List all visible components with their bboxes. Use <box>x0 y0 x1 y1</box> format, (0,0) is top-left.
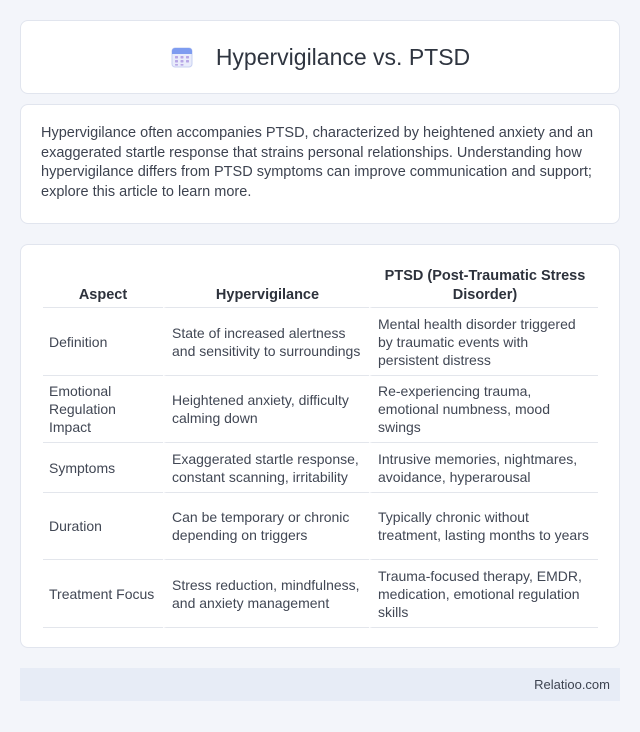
intro-paragraph: Hypervigilance often accompanies PTSD, characterized by heightened anxiety and an exaggerated startle response that strains personal relationships. Understanding how hypervigilance differs from PTSD symptoms can improve communication and support; explore this article to learn more. <box>41 125 594 200</box>
table-row <box>43 308 598 376</box>
row-aspect: Duration <box>43 493 163 560</box>
table-row <box>43 560 598 628</box>
row-aspect: Symptoms <box>43 443 163 493</box>
header-ptsd: PTSD (Post-Traumatic Stress Disorder) <box>369 259 598 308</box>
table-header-row <box>43 259 598 308</box>
table-row <box>43 493 598 560</box>
row-hypervigilance: Heightened anxiety, difficulty calming down <box>163 376 369 443</box>
row-hypervigilance: Exaggerated startle response, constant scanning, irritability <box>163 443 369 493</box>
row-hypervigilance: State of increased alertness and sensitivity to surroundings <box>163 308 369 376</box>
table-row <box>43 376 598 443</box>
row-hypervigilance: Stress reduction, mindfulness, and anxiety management <box>163 560 369 628</box>
row-ptsd: Intrusive memories, nightmares, avoidance, hyperarousal <box>369 443 598 493</box>
calendar-icon <box>170 45 194 69</box>
row-ptsd: Trauma-focused therapy, EMDR, medication, emotional regulation skills <box>369 560 598 628</box>
title-card <box>20 20 620 94</box>
row-aspect: Treatment Focus <box>43 560 163 628</box>
header-hypervigilance: Hypervigilance <box>163 259 369 308</box>
comparison-table <box>43 259 598 628</box>
row-aspect: Emotional Regulation Impact <box>43 376 163 443</box>
page-title: Hypervigilance vs. PTSD <box>215 43 471 70</box>
row-aspect: Definition <box>43 308 163 376</box>
footer-brand: Relatioo.com <box>534 677 610 692</box>
intro-card <box>20 104 620 224</box>
row-hypervigilance: Can be temporary or chronic depending on triggers <box>163 493 369 560</box>
table-row <box>43 443 598 493</box>
row-ptsd: Typically chronic without treatment, lasting months to years <box>369 493 598 560</box>
header-aspect: Aspect <box>43 259 163 308</box>
row-ptsd: Re-experiencing trauma, emotional numbness, mood swings <box>369 376 598 443</box>
row-ptsd: Mental health disorder triggered by traumatic events with persistent distress <box>369 308 598 376</box>
comparison-card <box>20 244 620 648</box>
footer-bar <box>20 668 620 701</box>
